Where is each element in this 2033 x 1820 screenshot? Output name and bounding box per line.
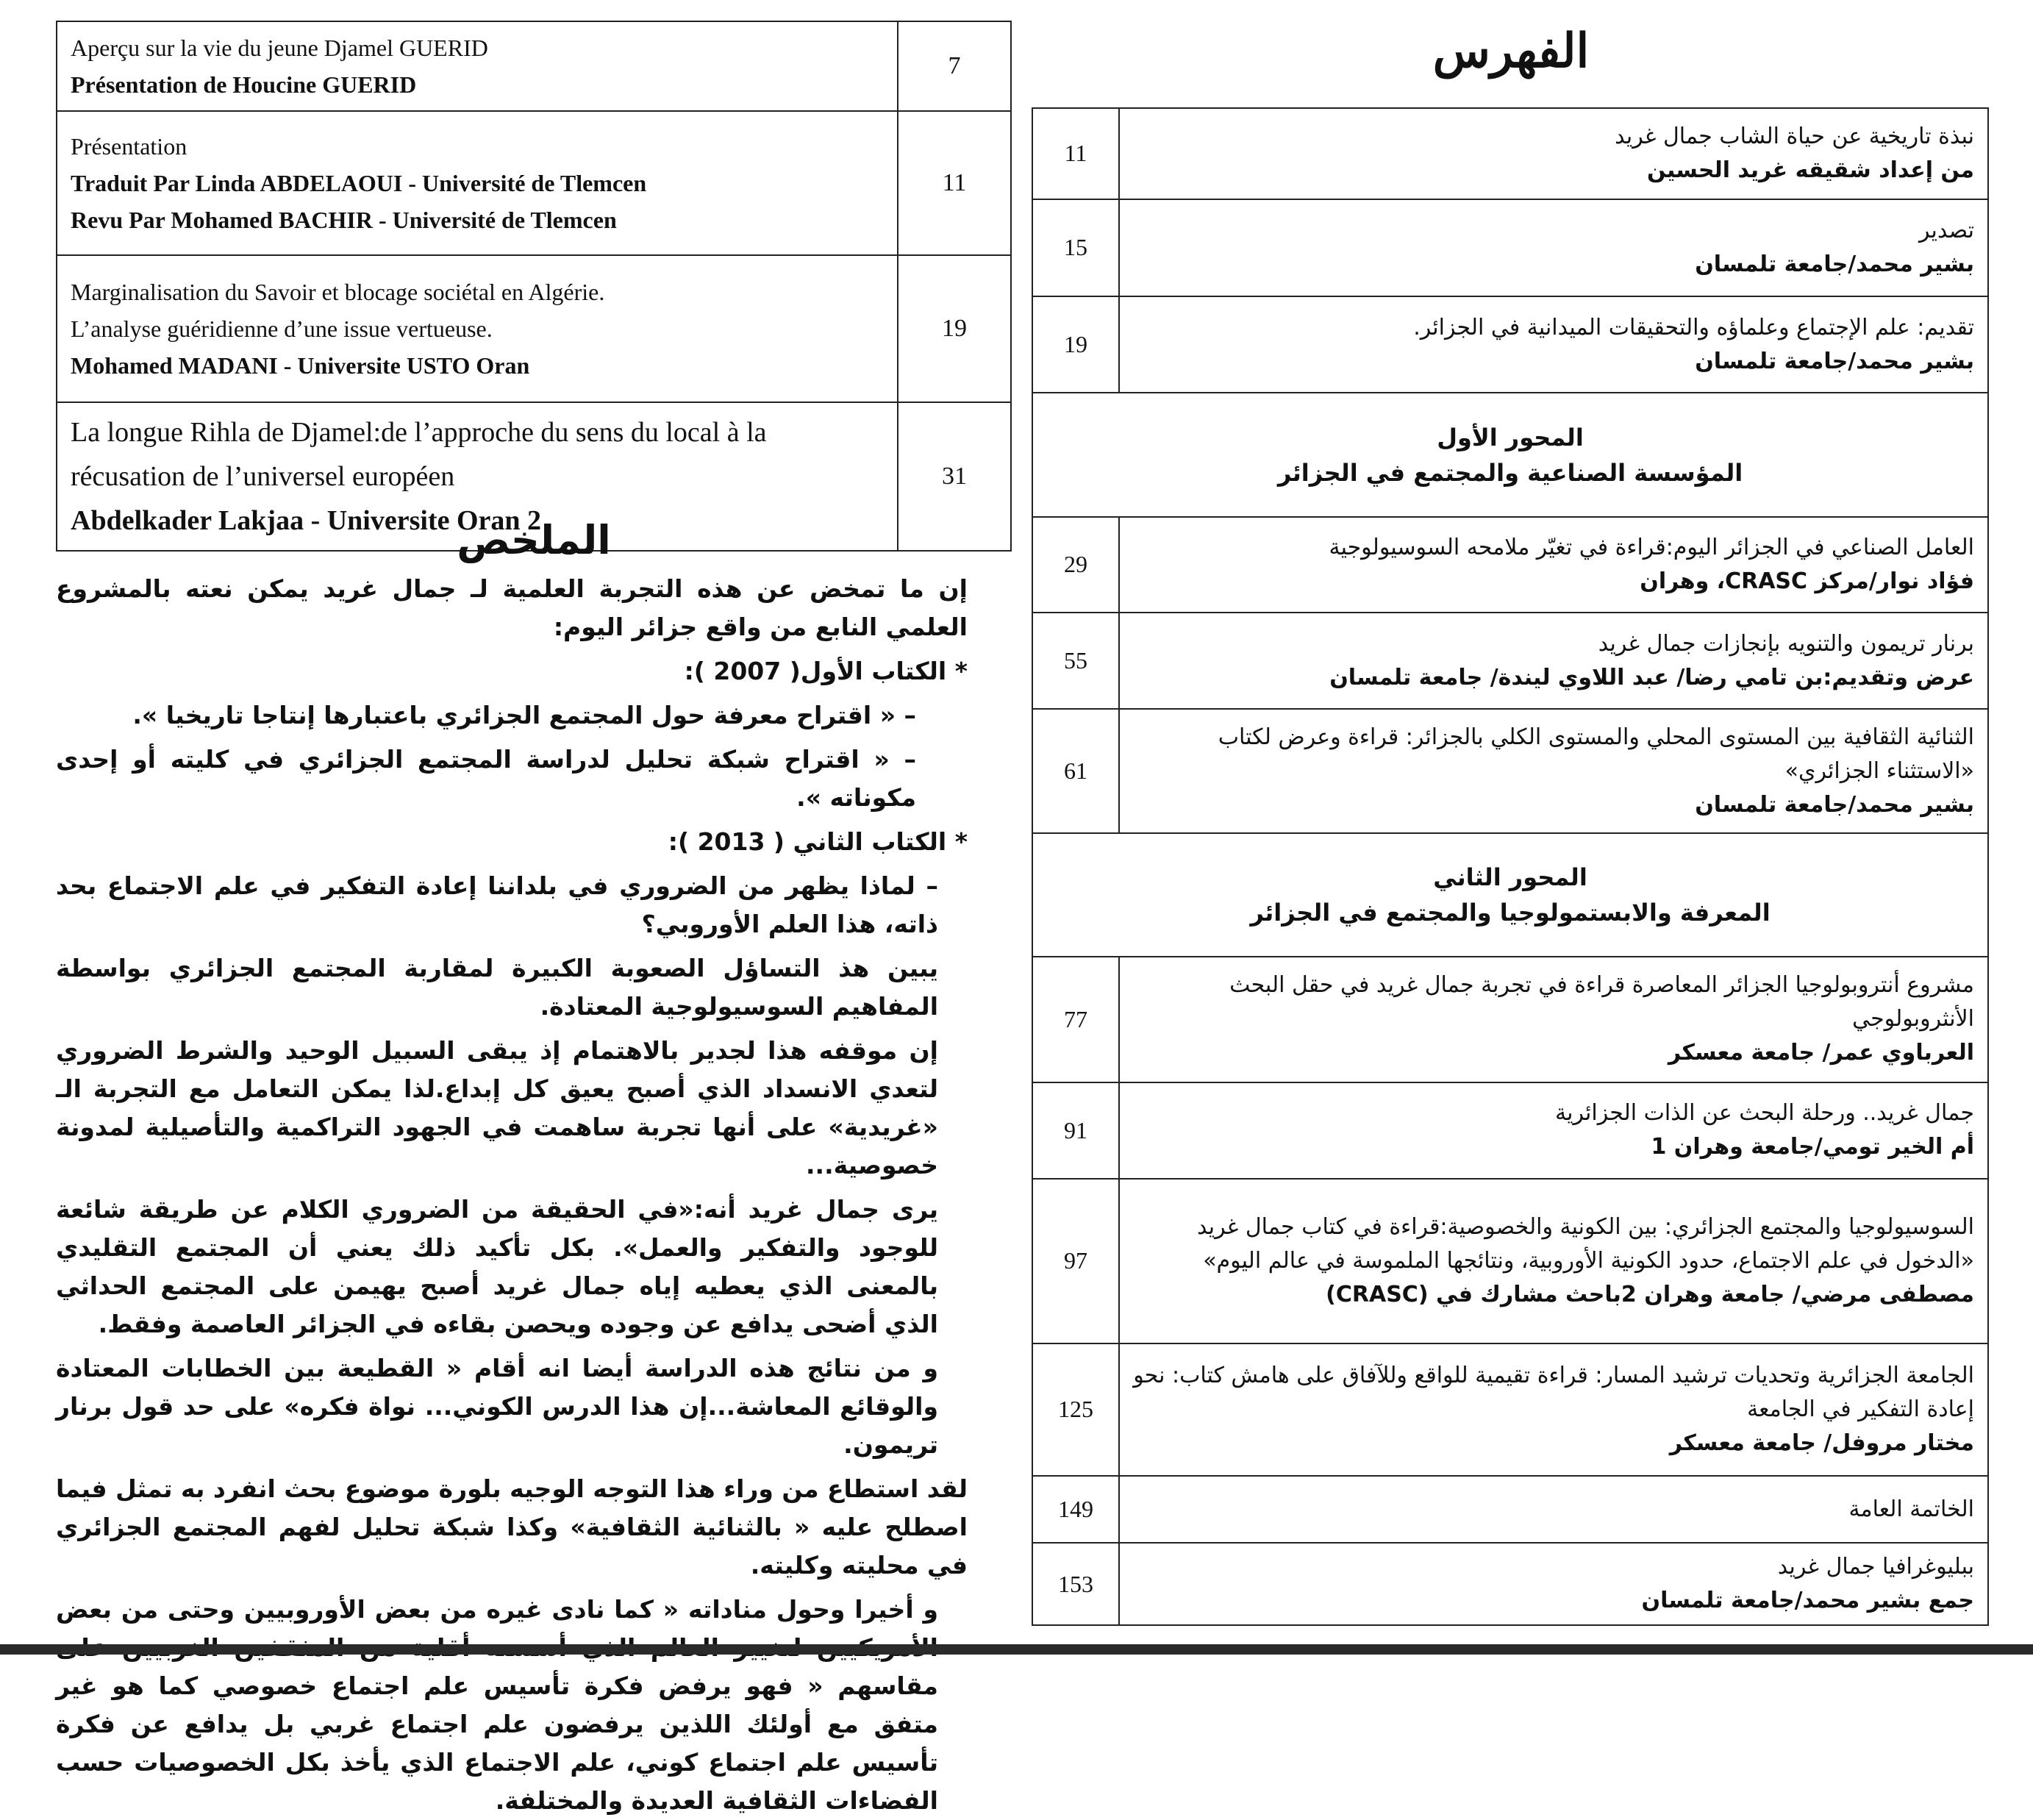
index-entry-title: تصدير [1918, 217, 1974, 243]
index-entry-author: مختار مروفل/ جامعة معسكر [1669, 1430, 1974, 1456]
fr-entry-line: Présentation de Houcine GUERID [71, 71, 417, 98]
index-row [1032, 1082, 1988, 1180]
index-page-number: 55 [1032, 613, 1119, 710]
index-entry-title: العامل الصناعي في الجزائر اليوم:قراءة في تغيّر ملامحه السوسيولوجية [1329, 534, 1974, 560]
index-page-number: 29 [1032, 517, 1119, 613]
index-entry-author: العرباوي عمر/ جامعة معسكر [1668, 1040, 1974, 1066]
index-section-heading [1032, 833, 1988, 957]
fr-entry-line: Abdelkader Lakjaa - Universite Oran 2 [71, 505, 542, 536]
fr-entry-line: récusation de l’universel européen [71, 461, 455, 492]
index-entry-author: بشير محمد/جامعة تلمسان [1695, 791, 1974, 818]
index-page-number: 61 [1032, 709, 1119, 832]
summary-paragraph: إن ما تمخض عن هذه التجربة العلمية لـ جمال غريد يمكن نعته بالمشروع العلمي النابع من واقع جزائر اليوم: [56, 574, 968, 641]
index-entry-text [1119, 517, 1988, 613]
index-entry-title: الخاتمة العامة [1848, 1496, 1974, 1522]
index-row [1032, 613, 1988, 710]
fr-page-number: 7 [898, 21, 1011, 111]
summary-paragraph: يبين هذ التساؤل الصعوبة الكبيرة لمقاربة المجتمع الجزائري بواسطة المفاهيم السوسيولوجية المعتادة. [56, 954, 938, 1021]
summary-paragraph: * الكتاب الثاني ( 2013 ): [668, 827, 968, 856]
fr-entry-line: Mohamed MADANI - Universite USTO Oran [71, 352, 530, 379]
fr-entry-line: Revu Par Mohamed BACHIR - Université de Tlemcen [71, 207, 617, 233]
fr-entry-line: Traduit Par Linda ABDELAOUI - Université de Tlemcen [71, 170, 647, 196]
index-title: الفهرس [1432, 24, 1590, 79]
index-entry-text [1119, 1179, 1988, 1343]
index-entry-author: أم الخير تومي/جامعة وهران 1 [1651, 1134, 1974, 1160]
fr-entry-line: Aperçu sur la vie du jeune Djamel GUERID [71, 35, 488, 61]
index-row [1032, 1476, 1988, 1543]
fr-entry-line: Marginalisation du Savoir et blocage sociétal en Algérie. [71, 279, 605, 305]
summary-paragraph: – لماذا يظهر من الضروري في بلداننا إعادة التفكير في علم الاجتماع بحد ذاته، هذا العلم الأوروبي؟ [56, 871, 938, 938]
fr-entry-text [57, 255, 898, 402]
index-page-number: 11 [1032, 108, 1119, 199]
index-entry-text [1119, 613, 1988, 710]
section-subtitle: المعرفة والابستمولوجيا والمجتمع في الجزائر [1250, 898, 1771, 927]
summary-paragraph: و من نتائج هذه الدراسة أيضا انه أقام « القطيعة بين الخطابات المعتادة والوقائع المعاشة...إن هذا الدرس الكوني... نواة فكره» على حد قول برنار تريمون. [56, 1354, 938, 1459]
index-page-number: 125 [1032, 1343, 1119, 1477]
index-entry-title: السوسيولوجيا والمجتمع الجزائري: بين الكونية والخصوصية:قراءة في كتاب جمال غريد «الدخول في علم الاجتماع، حدود الكونية الأوروبية، ونتائجها الملموسة في عالم اليوم» [1197, 1213, 1974, 1274]
index-entry-author: جمع بشير محمد/جامعة تلمسان [1641, 1588, 1974, 1614]
summary-paragraph: * الكتاب الأول( 2007 ): [684, 657, 968, 685]
french-contents-table [56, 21, 1012, 552]
index-row [1032, 1179, 1988, 1343]
index-entry-title: نبذة تاريخية عن حياة الشاب جمال غريد [1615, 123, 1974, 149]
index-entry-author: عرض وتقديم:بن تامي رضا/ عبد اللاوي ليندة/ جامعة تلمسان [1329, 664, 1974, 690]
index-row [1032, 1543, 1988, 1625]
index-row [1032, 517, 1988, 613]
bottom-edge-bar [0, 1644, 2033, 1655]
fr-page-number: 11 [898, 111, 1011, 255]
index-entry-text [1119, 1476, 1988, 1543]
index-row [1032, 199, 1988, 296]
index-entry-title: مشروع أنتروبولوجيا الجزائر المعاصرة قراءة في تجربة جمال غريد في حقل البحث الأنثروبولوجي [1229, 972, 1974, 1032]
summary-text [56, 570, 968, 1815]
index-entry-text [1119, 296, 1988, 393]
fr-entry-line: Présentation [71, 133, 187, 160]
index-entry-text [1119, 199, 1988, 296]
index-page-number: 149 [1032, 1476, 1119, 1543]
index-section-heading [1032, 393, 1988, 516]
index-entry-text [1119, 1543, 1988, 1625]
summary-paragraph: – « اقتراح معرفة حول المجتمع الجزائري باعتبارها إنتاجا تاريخيا ». [132, 701, 916, 729]
section-subtitle: المؤسسة الصناعية والمجتمع في الجزائر [1277, 458, 1743, 487]
index-page-number: 19 [1032, 296, 1119, 393]
index-entry-text [1119, 709, 1988, 832]
index-entry-text [1119, 108, 1988, 199]
summary-paragraph: – « اقتراح شبكة تحليل لدراسة المجتمع الجزائري في كليته أو إحدى مكوناته ». [56, 745, 916, 812]
index-entry-author: مصطفى مرضي/ جامعة وهران 2باحث مشارك في (CRASC) [1326, 1281, 1974, 1307]
fr-contents-row [57, 255, 1011, 402]
index-page-number: 153 [1032, 1543, 1119, 1625]
fr-entry-text [57, 111, 898, 255]
fr-contents-row [57, 111, 1011, 255]
fr-page-number: 31 [898, 402, 1011, 551]
index-section-row [1032, 833, 1988, 957]
index-row [1032, 1343, 1988, 1477]
index-page-number: 77 [1032, 957, 1119, 1082]
fr-page-number: 19 [898, 255, 1011, 402]
index-entry-title: جمال غريد.. ورحلة البحث عن الذات الجزائرية [1555, 1100, 1974, 1127]
summary-paragraph: و أخيرا وحول مناداته « كما نادى غيره من بعض الأوروبيين وحتى من بعض مقاسهم « فهو يرفض فكرة تأسيس علم اجتماع خصوصي كما هو غير متفق مع أولئك اللذين يرفضون علم اجتماع غربي بل يدافع عن فكرة تأسيس علم اجتماع كوني، علم الاجتماع الذي يأخذ بكل الخصوصيات حسب الفضاءات الثقافية العديدة والمختلفة. [56, 1595, 938, 1815]
arabic-index-table [1032, 107, 1989, 1626]
index-entry-title: برنار تريمون والتنويه بإنجازات جمال غريد [1598, 630, 1974, 657]
section-title: المحور الثاني [1433, 863, 1587, 891]
index-entry-author: بشير محمد/جامعة تلمسان [1695, 251, 1974, 277]
index-entry-author: بشير محمد/جامعة تلمسان [1695, 348, 1974, 374]
fr-contents-row [57, 21, 1011, 111]
index-page-number: 91 [1032, 1082, 1119, 1180]
index-entry-title: ببليوغرافيا جمال غريد [1777, 1554, 1974, 1580]
index-entry-text [1119, 1343, 1988, 1477]
index-page-number: 97 [1032, 1179, 1119, 1343]
fr-entry-line: L’analyse guéridienne d’une issue vertueuse. [71, 315, 493, 342]
index-entry-author: فؤاد نوار/مركز CRASC، وهران [1640, 568, 1974, 594]
index-row [1032, 957, 1988, 1082]
index-entry-author: من إعداد شقيقه غريد الحسين [1647, 157, 1974, 183]
summary-paragraph: إن موقفه هذا لجدير بالاهتمام إذ يبقى السبيل الوحيد والشرط الضروري لتعدي الانسداد الذي أصبح يعيق كل إبداع.لذا يمكن التعامل مع التجربة الـ «غريدية» على أنها تجربة ساهمت في الجهود التراكمية والتأصيلية لمدونة خصوصية... [56, 1036, 938, 1180]
summary-title: الملخص [457, 517, 611, 563]
summary-paragraph: يرى جمال غريد أنه:«في الحقيقة من الضروري الكلام عن طريقة شائعة للوجود والتفكير والعمل». بكل تأكيد ذلك يعني أن المجتمع التقليدي بالمعنى الذي يعطيه إياه جمال غريد أصبح يهيمن على المجتمع الحداثي الذي أضحى يدافع عن وجوده ويحصن بقاءه في الجزائر العاصمة وفقط. [56, 1195, 938, 1338]
index-entry-text [1119, 957, 1988, 1082]
index-entry-title: تقديم: علم الإجتماع وعلماؤه والتحقيقات الميدانية في الجزائر. [1413, 314, 1974, 340]
summary-paragraph: لقد استطاع من وراء هذا التوجه الوجيه بلورة موضوع بحث انفرد به تمثل فيما اصطلح عليه « بالثنائية الثقافية» وكذا شبكة تحليل لفهم المجتمع الجزائري في محليته وكليته. [56, 1474, 968, 1580]
index-row [1032, 709, 1988, 832]
index-section-row [1032, 393, 1988, 516]
index-row [1032, 108, 1988, 199]
index-entry-title: الثنائية الثقافية بين المستوى المحلي والمستوى الكلي بالجزائر: قراءة وعرض لكتاب «الاستثناء الجزائري» [1218, 724, 1974, 784]
fr-entry-line: La longue Rihla de Djamel:de l’approche du sens du local à la [71, 417, 767, 448]
index-entry-text [1119, 1082, 1988, 1180]
index-page-number: 15 [1032, 199, 1119, 296]
index-entry-title: الجامعة الجزائرية وتحديات ترشيد المسار: قراءة تقيمية للواقع وللآفاق على هامش كتاب: نحو إعادة التفكير في الجامعة [1133, 1362, 1974, 1422]
index-row [1032, 296, 1988, 393]
section-title: المحور الأول [1437, 423, 1584, 452]
fr-entry-text [57, 21, 898, 111]
